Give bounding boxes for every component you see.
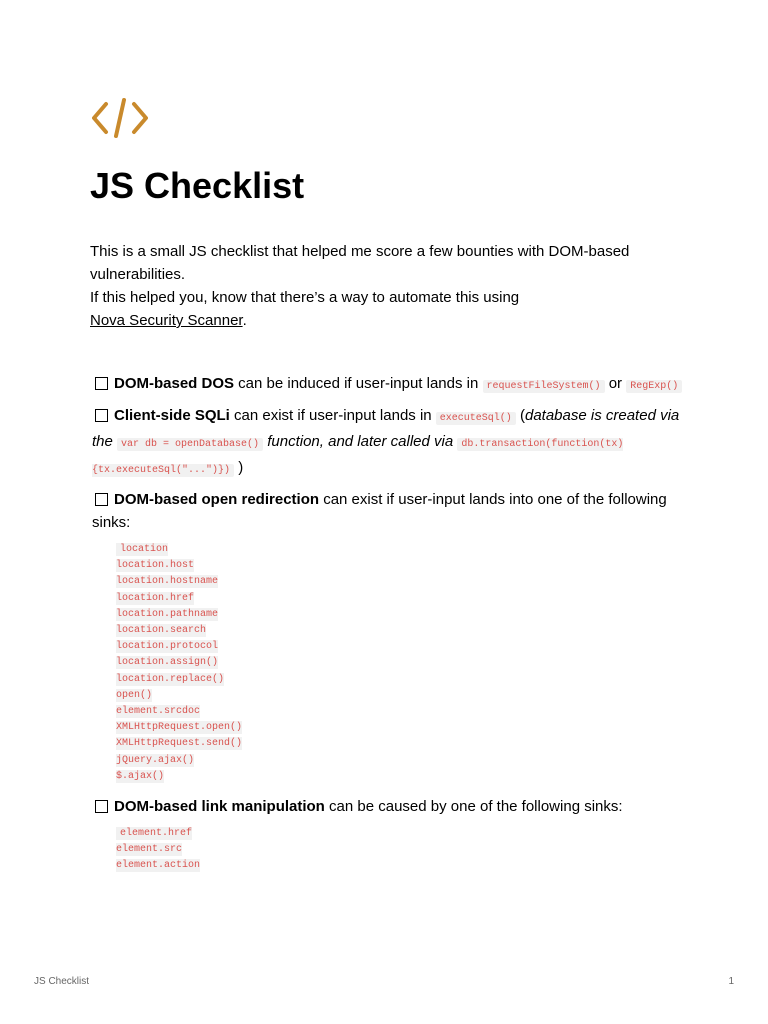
item-text: ( [515,407,525,424]
nova-scanner-link[interactable]: Nova Security Scanner [90,312,243,329]
item-text: can be induced if user-input lands in [234,375,483,392]
checklist-item-open-redirection [90,488,686,785]
sink-item [116,826,686,842]
document-page [90,96,686,885]
page-number: 1 [728,976,734,987]
sink-code: $.ajax() [116,770,165,782]
sink-item [116,607,686,623]
item-heading: DOM-based open redirection [114,491,320,508]
item-heading: DOM-based DOS [114,375,235,392]
sink-list [116,826,686,875]
code-snippet: db.transaction(function(tx){tx.executeSql("...")}) [92,439,624,476]
sink-code: element.action [116,860,201,872]
sink-list [116,542,686,785]
checklist [90,372,686,875]
item-text: ) [234,459,244,476]
item-text: or [604,375,627,392]
sink-code: location.replace() [116,673,225,685]
sink-code: location.host [116,560,195,572]
item-heading: Client-side SQLi [114,407,230,424]
intro-line-1: This is a small JS checklist that helped me score a few bounties with DOM-based vulnerabilities. [90,243,630,283]
sink-code: element.srcdoc [116,706,201,718]
sink-code: element.href [116,827,192,840]
intro-period: . [242,312,247,329]
sink-code: XMLHttpRequest.send() [116,738,243,750]
sink-item [116,842,686,858]
sink-item [116,542,686,558]
sink-code: location.protocol [116,641,219,653]
footer-title: JS Checklist [34,976,90,987]
checkbox[interactable] [95,493,108,506]
item-text: can be caused by one of the following sinks: [324,798,623,816]
sink-item [116,688,686,704]
sink-code: location.search [116,625,207,637]
checkbox[interactable] [95,409,108,422]
sink-item [116,591,686,607]
sink-code: open() [116,689,153,701]
checklist-item-dos [90,372,686,398]
code-brackets-icon [92,96,148,140]
code-snippet: var db = openDatabase() [117,438,263,451]
sink-item [116,639,686,655]
sink-code: location.pathname [116,608,219,620]
checklist-item-link-manipulation [90,795,686,875]
sink-code: XMLHttpRequest.open() [116,722,243,734]
sink-code: element.src [116,844,183,856]
sink-item [116,858,686,874]
sink-item [116,655,686,671]
sink-code: location.href [116,592,195,604]
sink-item [116,704,686,720]
item-heading: DOM-based link manipulation [114,798,325,816]
sink-item [116,736,686,752]
item-italic-text: function, and later called via [263,433,458,450]
page-title: JS Checklist [90,165,305,206]
sink-code: location [116,543,168,556]
sink-item [116,623,686,639]
intro-line-2: If this helped you, know that there’s a way to automate this using [90,289,520,306]
code-snippet: requestFileSystem() [483,380,605,393]
sink-item [116,753,686,769]
sink-item [116,769,686,785]
sink-code: location.hostname [116,576,219,588]
checkbox[interactable] [95,800,108,813]
intro-paragraph [90,240,686,332]
sink-item [116,720,686,736]
checkbox[interactable] [95,377,108,390]
sink-code: location.assign() [116,657,219,669]
sink-code: jQuery.ajax() [116,754,195,766]
code-snippet: executeSql() [436,412,516,425]
item-text: can exist if user-input lands in [229,407,436,424]
checklist-item-sqli [90,404,686,482]
item-text: can exist if user-input lands into one of the following sinks: [92,491,667,531]
code-snippet: RegExp() [626,380,682,393]
sink-item [116,574,686,590]
sink-item [116,672,686,688]
item-italic-text: database is created via the [92,407,680,450]
sink-item [116,558,686,574]
